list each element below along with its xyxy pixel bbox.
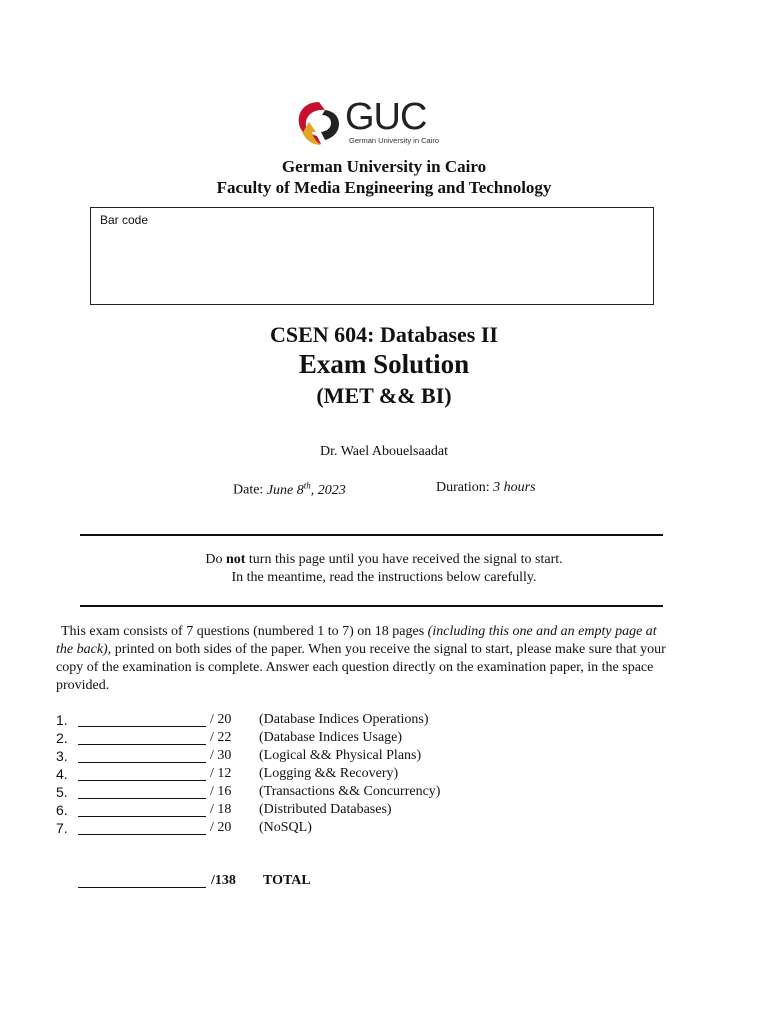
university-name: German University in Cairo — [281, 157, 487, 176]
question-topic: (Logical && Physical Plans) — [259, 748, 422, 763]
question-topic: (Database Indices Operations) — [259, 712, 429, 727]
question-number: 2. — [56, 730, 68, 746]
total-max-mark: /138 — [211, 873, 236, 888]
question-number: 4. — [56, 766, 68, 782]
question-number: 7. — [56, 820, 68, 836]
question-row — [56, 766, 656, 784]
faculty-name: Faculty of Media Engineering and Technology — [216, 178, 552, 197]
question-row — [56, 802, 656, 820]
date-value: June 8th, 2023 — [266, 480, 346, 498]
question-topic: (Distributed Databases) — [259, 802, 392, 817]
score-blank[interactable] — [78, 816, 206, 817]
exam-date — [233, 480, 346, 499]
notice-line-2: In the meantime, read the instructions below carefully. — [231, 570, 537, 585]
score-blank[interactable] — [78, 798, 206, 799]
guc-emblem-icon — [295, 98, 343, 148]
logo-wordmark: GUC — [345, 96, 427, 138]
logo-subtitle: German University in Cairo — [349, 136, 440, 145]
barcode-label: Bar code — [100, 213, 149, 227]
question-row — [56, 712, 656, 730]
question-number: 1. — [56, 712, 68, 728]
exam-instructions: This exam consists of 7 questions (numbered 1 to 7) on 18 pages (including this one and an empty page at the back), printed on both sides of the paper. When you receive the signal to start, please make sure that your copy of the examination is complete. Answer each question directly on the examination paper, in the space provided. — [56, 624, 666, 693]
duration-value: 3 hours — [493, 480, 536, 495]
question-row — [56, 784, 656, 802]
course-title: CSEN 604: Databases II — [270, 322, 498, 347]
score-blank[interactable] — [78, 726, 206, 727]
question-row — [56, 748, 656, 766]
total-row — [78, 873, 478, 891]
question-row — [56, 820, 656, 838]
date-label: Date: — [233, 482, 264, 498]
guc-logo — [295, 98, 445, 150]
question-topic: (Logging && Recovery) — [259, 766, 399, 781]
score-blank[interactable] — [78, 780, 206, 781]
question-max-mark: / 22 — [210, 730, 232, 745]
exam-program: (MET && BI) — [316, 383, 452, 408]
question-max-mark: / 18 — [210, 802, 232, 817]
duration-label: Duration: — [436, 480, 490, 495]
instructor-name: Dr. Wael Abouelsaadat — [319, 444, 449, 459]
notice-line-1: Do not turn this page until you have received the signal to start. — [205, 552, 563, 567]
divider-top — [80, 534, 663, 536]
question-row — [56, 730, 656, 748]
question-topic: (Transactions && Concurrency) — [259, 784, 441, 799]
question-number: 6. — [56, 802, 68, 818]
barcode-box — [90, 207, 654, 305]
score-blank[interactable] — [78, 834, 206, 835]
divider-bottom — [80, 605, 663, 607]
total-label: TOTAL — [263, 873, 311, 888]
question-max-mark: / 16 — [210, 784, 232, 799]
question-max-mark: / 30 — [210, 748, 232, 763]
question-max-mark: / 20 — [210, 712, 232, 727]
question-number: 3. — [56, 748, 68, 764]
question-topic: (Database Indices Usage) — [259, 730, 403, 745]
question-max-mark: / 20 — [210, 820, 232, 835]
total-score-blank[interactable] — [78, 887, 206, 888]
exam-duration — [436, 480, 536, 496]
question-max-mark: / 12 — [210, 766, 232, 781]
score-blank[interactable] — [78, 744, 206, 745]
exam-title: Exam Solution — [298, 349, 470, 379]
score-blank[interactable] — [78, 762, 206, 763]
question-number: 5. — [56, 784, 68, 800]
question-topic: (NoSQL) — [259, 820, 312, 835]
